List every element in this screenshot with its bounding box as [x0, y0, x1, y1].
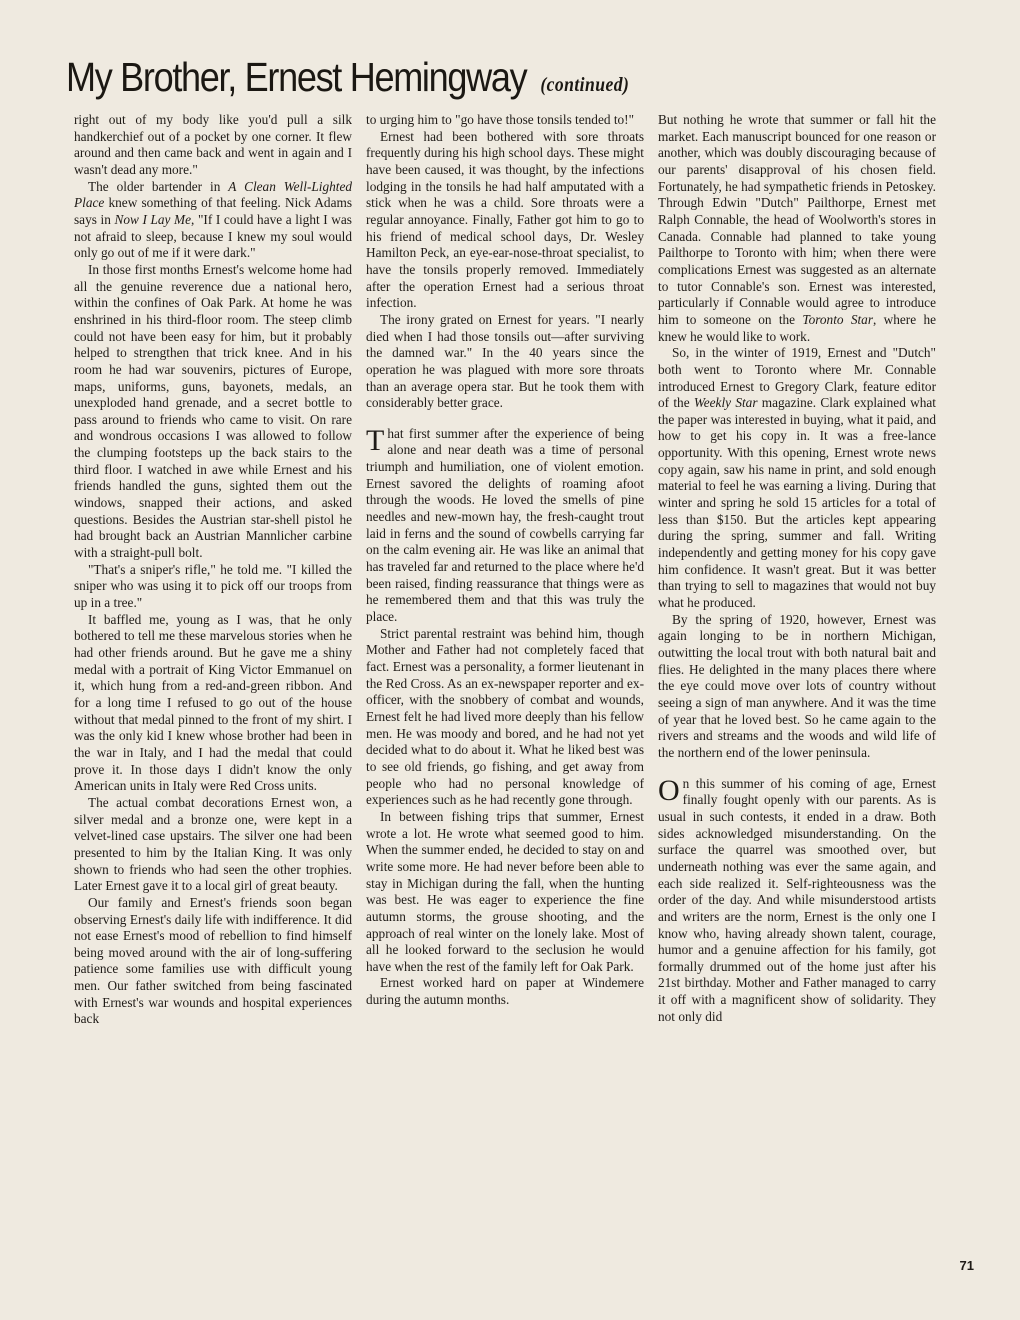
italic-title: Toronto Star: [802, 311, 874, 327]
paragraph-text: knew something of that feeling. Nick Adams says in: [74, 195, 352, 227]
paragraph: [366, 626, 644, 809]
paragraph-text: Ernest had been bothered with sore throats frequently during his high school days. These might have been caused, it was thought, by the infections lodging in the tonsils he had half amputated with a stick when he was a child. Sore throats were a regular annoyance. Finally, Father got him to go to his friend of medical school days, Dr. Wesley Hamilton Peck, an eye-ear-nose-throat specialist, to have the tonsils properly removed. Immediately after the operation Ernest had a serious throat infection.: [366, 128, 644, 311]
paragraph: [74, 112, 352, 179]
paragraph: [366, 975, 644, 1008]
column-3: [658, 112, 936, 1272]
text-columns: [74, 112, 936, 1272]
paragraph: [366, 129, 644, 312]
paragraph-text: hat first summer after the experience of being alone and near death was a time of personal triumph and humiliation, one of violent emotion. Ernest savored the delights of roaming afoot through the woods. He loved the smells of pine needles and new-mown hay, the fresh-caught trout laid in ferns and the sound of cowbells carrying far on the calm evening air. He was like an animal that has traveled far and returned to the place where he'd been raised, finding reassurance that things were as he remembered them and that this was truly the place.: [366, 425, 644, 625]
paragraph-text: So, in the winter of 1919, Ernest and "Dutch" both went to Toronto where Mr. Connable introduced Ernest to Gregory Clark, feature editor of the: [658, 345, 936, 411]
paragraph: [658, 612, 936, 762]
paragraph-text: The irony grated on Ernest for years. "I nearly died when I had those tonsils out—after surviving the damned war." In the 40 years since the operation he was plagued with more sore throats than an average opera star. But he took them with considerably better grace.: [366, 311, 644, 411]
paragraph: [366, 112, 644, 129]
paragraph: [74, 612, 352, 795]
paragraph-text: to urging him to "go have those tonsils tended to!": [366, 112, 635, 127]
paragraph-text: magazine. Clark explained what the paper was interested in buying, what it paid, and how to get his copy in. It was a free-lance opportunity. With this opening, Ernest wrote news copy again, saw his name in print, and sold enough material to feel he was earning a living. During that winter and spring he sold 15 articles for a total of less than $150. But the articles kept appearing during the spring, summer and fall. Writing independently and getting money for his copy gave him confidence. It wasn't great. But it was better than trying to sell to magazines that would not buy what he produced.: [658, 395, 936, 611]
paragraph-text: , "If I could have a light I was not afraid to sleep, because I knew my soul would only go out of me if it were dark.": [74, 211, 352, 261]
paragraph-text: right out of my body like you'd pull a silk handkerchief out of a pocket by one corner. It flew around and then came back and went in again and I wasn't dead any more.": [74, 112, 352, 177]
italic-title: Weekly Star: [693, 395, 758, 411]
paragraph-text: The older bartender in: [88, 178, 229, 194]
paragraph: [74, 562, 352, 612]
paragraph-text: n this summer of his coming of age, Ernest finally fought openly with our parents. As is usual in such contests, it ended in a draw. Both sides acknowledged misunderstanding. On the surface the quarrel was smoothed over, but underneath nothing was ever the same again, and each side realized it. Self-righteousness was the order of the day. And while misunderstood artists and writers are the norm, Ernest is the only one I know who, having already shown talent, courage, humor and a genuine affection for his family, got formally drummed out of the home just after his 21st birthday. Mother and Father managed to carry it off with a magnificent show of solidarity. They not only did: [658, 775, 936, 1024]
paragraph: [658, 345, 936, 612]
italic-title: Now I Lay Me: [114, 211, 192, 227]
paragraph: [366, 312, 644, 412]
paragraph: [658, 773, 936, 1026]
drop-cap: T: [366, 423, 385, 457]
paragraph-text: "That's a sniper's rifle," he told me. "I killed the sniper who was using it to pick off our troops from up in a tree.": [74, 561, 352, 611]
column-2: [366, 112, 644, 1272]
page-number: 71: [959, 1258, 974, 1273]
italic-title: A Clean Well-Lighted Place: [74, 178, 352, 211]
paragraph: [74, 179, 352, 262]
headline-title: My Brother, Ernest Hemingway: [66, 54, 527, 100]
paragraph-text: , where he knew he would like to work.: [658, 311, 936, 344]
paragraph-text: By the spring of 1920, however, Ernest was again longing to be in northern Michigan, outwitting the local trout with both natural bait and flies. He delighted in the many places there where the eye could move over lots of country without seeing a sign of man anywhere. And it was the time of year that he loved best. So he came again to the rivers and streams and the woods and wild life of the northern end of the lower peninsula.: [658, 611, 936, 760]
paragraph-text: Strict parental restraint was behind him, though Mother and Father had not completely faced that fact. Ernest was a personality, a former lieutenant in the Red Cross. As an ex-newspaper reporter and ex-officer, with the snobbery of combat and wounds, Ernest felt he had lived more deeply than his fellow men. He was moody and bored, and he had not yet decided what to do about it. What he liked best was to see old friends, go fishing, and get away from people who had no personal knowledge of experiences such as he had recently gone through.: [366, 625, 644, 808]
paragraph-text: In those first months Ernest's welcome home had all the genuine reverence due a national hero, within the confines of Oak Park. At home he was enshrined in his third-floor room. The steep climb could not have been easy for him, but it probably helped to strengthen that trick knee. And in his room he had war souvenirs, pictures of Europe, maps, uniforms, guns, bayonets, medals, an unexploded hand grenade, and a secret bottle to pass around to friends who came to visit. On rare and wondrous occasions I was allowed to follow the clumping footsteps up the back stairs to the third floor. I watched in awe while Ernest and his friends handled the guns, sighted them out the windows, snapped their actions, and asked questions. Besides the Austrian star-shell pistol he had brought back an Austrian Mannlicher carbine with a straight-pull bolt.: [74, 261, 352, 561]
paragraph-text: It baffled me, young as I was, that he only bothered to tell me these marvelous stories when he had other friends around. But he gave me a shiny medal with a portrait of King Victor Emmanuel on it, which hung from a red-and-green ribbon. And for a long time I refused to go out of the house without that medal pinned to the front of my shirt. I was the only kid I knew whose brother had been in the war in Italy, and I had the medal that could prove it. In those days I didn't know the only American units in Italy were Red Cross units.: [74, 611, 352, 794]
paragraph-text: Ernest worked hard on paper at Windemere during the autumn months.: [366, 975, 644, 1008]
column-1: [74, 112, 352, 1272]
drop-cap: O: [658, 773, 680, 807]
headline-continued: (continued): [540, 74, 630, 96]
paragraph: [658, 112, 936, 345]
paragraph: [74, 895, 352, 1028]
paragraph: [74, 795, 352, 895]
paragraph-text: In between fishing trips that summer, Ernest wrote a lot. He wrote what seemed good to him. When the summer ended, he decided to stay on and write some more. He had never before been able to stay in Michigan during the fall, when the hunting was best. He was eager to experience the fine autumn storms, the grouse shooting, and the approach of real winter on the lonely lake. Most of all he looked forward to the seclusion he would have when the rest of the family left for Oak Park.: [366, 808, 644, 974]
article-headline: [66, 52, 858, 110]
paragraph-text: But nothing he wrote that summer or fall hit the market. Each manuscript bounced for one reason or another, which was doubly discouraging because of our parents' disapproval of his chosen field. Fortunately, he had sympathetic friends in Petoskey. Through Edwin "Dutch" Pailthorpe, Ernest met Ralph Connable, the head of Woolworth's stores in Canada. Connable had planned to take young Pailthorpe to Toronto with him; when there were complications Ernest was suggested as an alternate to tutor Connable's son. Ernest was interested, particularly if Connable would agree to introduce him to someone on the: [658, 112, 936, 327]
paragraph: [366, 809, 644, 976]
paragraph-text: The actual combat decorations Ernest won, a silver medal and a bronze one, were kept in a velvet-lined case upstairs. The silver one had been presented to him by the Italian King. It was only shown to friends who had seen the other trophies. Later Ernest gave it to a local girl of great beauty.: [74, 794, 352, 894]
paragraph: [74, 262, 352, 562]
paragraph: [366, 423, 644, 626]
paragraph-text: Our family and Ernest's friends soon began observing Ernest's daily life with indifference. It did not ease Ernest's mood of rebellion to find himself being moved around with the air of long-suffering patience some families use with difficult young men. Our father switched from being fascinated with Ernest's war wounds and hospital experiences back: [74, 894, 352, 1027]
